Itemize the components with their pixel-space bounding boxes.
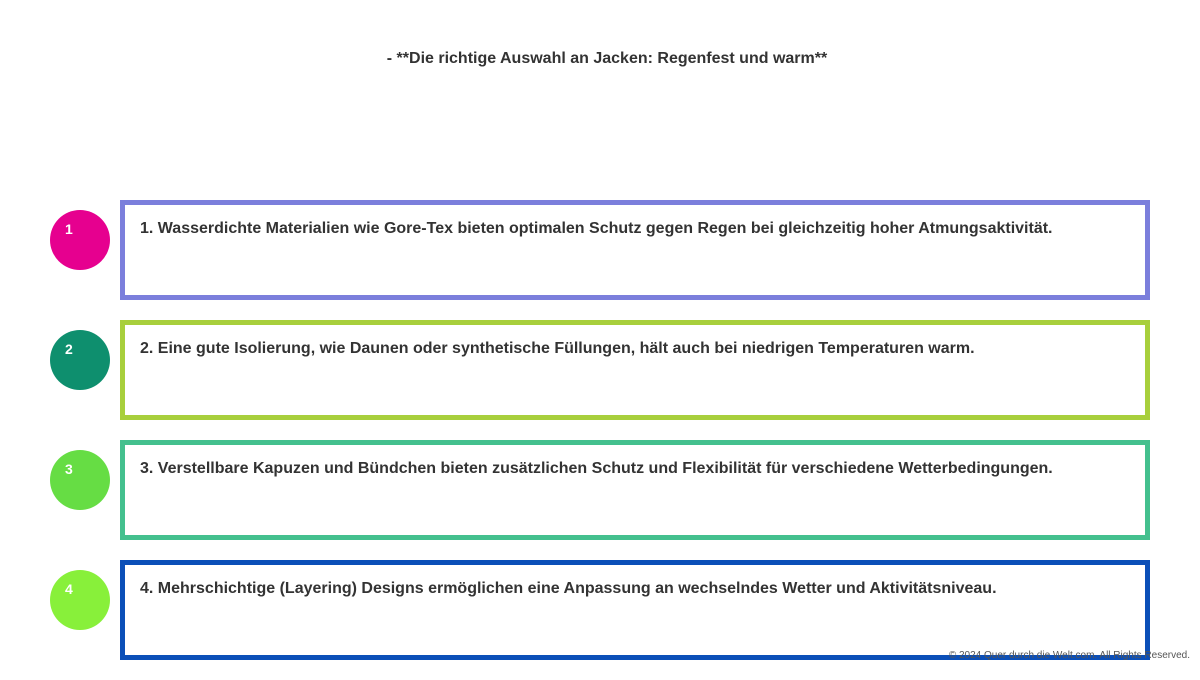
number-circle	[50, 330, 110, 390]
item-number: 4	[65, 581, 73, 597]
item-box	[120, 560, 1150, 660]
item-box	[120, 320, 1150, 420]
list-item	[0, 320, 1200, 420]
item-number: 2	[65, 341, 73, 357]
item-text: 1. Wasserdichte Materialien wie Gore-Tex bieten optimalen Schutz gegen Regen bei gleichzeitig hoher Atmungsaktivität.	[140, 220, 1053, 237]
page-title: - **Die richtige Auswahl an Jacken: Regenfest und warm**	[386, 50, 828, 67]
number-circle	[50, 570, 110, 630]
item-text: 4. Mehrschichtige (Layering) Designs ermöglichen eine Anpassung an wechselndes Wetter und Aktivitätsniveau.	[140, 580, 997, 597]
list-item	[0, 200, 1200, 300]
item-box	[120, 200, 1150, 300]
item-number: 1	[65, 221, 73, 237]
number-circle	[50, 450, 110, 510]
item-box	[120, 440, 1150, 540]
item-number: 3	[65, 461, 73, 477]
list-item	[0, 440, 1200, 540]
item-text: 3. Verstellbare Kapuzen und Bündchen bieten zusätzlichen Schutz und Flexibilität für verschiedene Wetterbedingungen.	[140, 460, 1053, 477]
item-text: 2. Eine gute Isolierung, wie Daunen oder synthetische Füllungen, hält auch bei niedrigen Temperaturen warm.	[140, 340, 975, 357]
number-circle	[50, 210, 110, 270]
copyright-footer: © 2024 Quer durch die Welt.com. All Rights Reserved.	[948, 650, 1190, 661]
list-item	[0, 560, 1200, 660]
